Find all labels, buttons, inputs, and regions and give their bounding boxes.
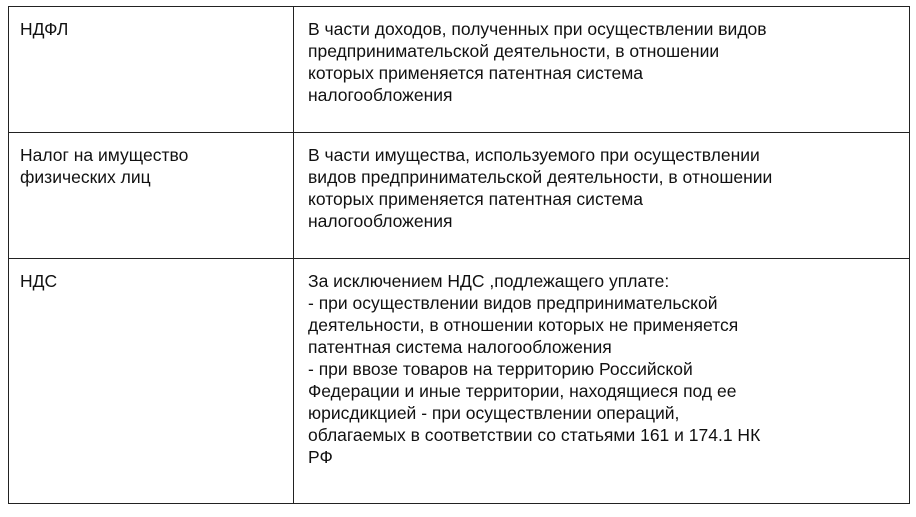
tax-name-cell: Налог на имущество физических лиц (9, 133, 294, 259)
table-row (9, 133, 910, 259)
tax-scope-cell: В части доходов, полученных при осуществлении видов предпринимательской деятельности, в отношении которых применяется патентная система налогообложения (294, 7, 910, 133)
tax-scope-cell: В части имущества, используемого при осуществлении видов предпринимательской деятельности, в отношении которых применяется патентная система налогообложения (294, 133, 910, 259)
tax-exemption-table (8, 6, 910, 504)
tax-name-cell: НДС (9, 259, 294, 504)
table-row (9, 259, 910, 504)
tax-name-cell: НДФЛ (9, 7, 294, 133)
tax-scope-cell: За исключением НДС ,подлежащего уплате: - при осуществлении видов предпринимательской деятельности, в отношении которых не применяется патентная система налогообложения - при ввозе товаров на территорию Российской Федерации и иные территории, находящиеся под ее юрисдикцией - при осуществлении операций, облагаемых в соответствии со статьями 161 и 174.1 НК РФ (294, 259, 910, 504)
table-row (9, 7, 910, 133)
